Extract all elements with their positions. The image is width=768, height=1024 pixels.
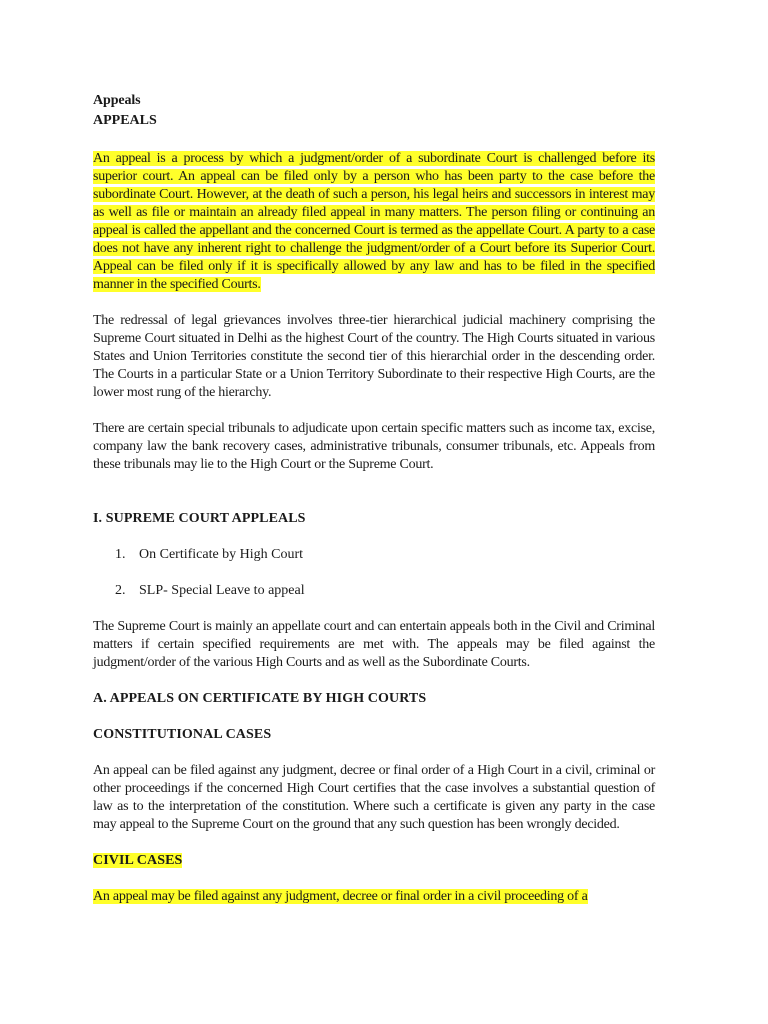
paragraph-special-tribunals: There are certain special tribunals to adjudicate upon certain specific matters such as income tax, excise, company law the bank recovery cases, administrative tribunals, consumer tribunals, etc. Appeals from these tribunals may lie to the High Court or the Supreme Court. [93,421,655,472]
paragraph-civil-cases [93,888,655,906]
paragraph-constitutional-cases: An appeal can be filed against any judgment, decree or final order of a High Court in a civil, criminal or other proceedings if the concerned High Court certifies that the case involves a substantial question of law as to the interpretation of the constitution. Where such a certificate is given any party in the case may appeal to the Supreme Court on the ground that any such question has been wrongly decided. [93,763,655,832]
section-heading-supreme-court-appeals: I. SUPREME COURT APPLEALS [93,511,306,526]
highlighted-text: CIVIL CASES [93,853,183,868]
paragraph-supreme-court-role: The Supreme Court is mainly an appellate court and can entertain appeals both in the Civil and Criminal matters if certain specified requirements are met with. The appeals may be filed against the judgment/order of the various High Courts and as well as the Subordinate Courts. [93,619,655,670]
document-page [93,92,655,906]
paragraph-appeal-definition [93,150,655,294]
document-title: Appeals [93,93,141,108]
list-item [93,582,655,600]
list-item-text: SLP- Special Leave to appeal [139,583,305,598]
section-heading-appeals-on-certificate: A. APPEALS ON CERTIFICATE BY HIGH COURTS [93,691,427,706]
list-item-number: 2. [115,583,126,598]
highlighted-text: An appeal is a process by which a judgment/order of a subordinate Court is challenged before its superior court. An appeal can be filed only by a person who has been party to the case before the subordinate Court. However, at the death of such a person, his legal heirs and successors in interest may as well as file or maintain an already filed appeal in many matters. The person filing or continuing an appeal is called the appellant and the concerned Court is termed as the appellate Court. A party to a case does not have any inherent right to challenge the judgment/order of a Court before its Superior Court. Appeal can be filed only if it is specifically allowed by any law and has to be filed in the specified manner in the specified Courts. [93,151,655,292]
appeal-types-list [93,546,655,600]
document-heading: APPEALS [93,113,157,128]
section-heading-civil-cases [93,852,655,870]
section-heading-constitutional-cases: CONSTITUTIONAL CASES [93,727,272,742]
paragraph-judicial-hierarchy: The redressal of legal grievances involves three-tier hierarchical judicial machinery comprising the Supreme Court situated in Delhi as the highest Court of the country. The High Courts situated in various States and Union Territories constitute the second tier of this hierarchial order in the descending order. The Courts in a particular State or a Union Territory Subordinate to their respective High Courts, are the lower most rung of the hierarchy. [93,313,655,400]
highlighted-text: An appeal may be filed against any judgment, decree or final order in a civil proceeding of a [93,889,588,904]
list-item-text: On Certificate by High Court [139,547,304,562]
list-item-number: 1. [115,547,126,562]
list-item [93,546,655,564]
